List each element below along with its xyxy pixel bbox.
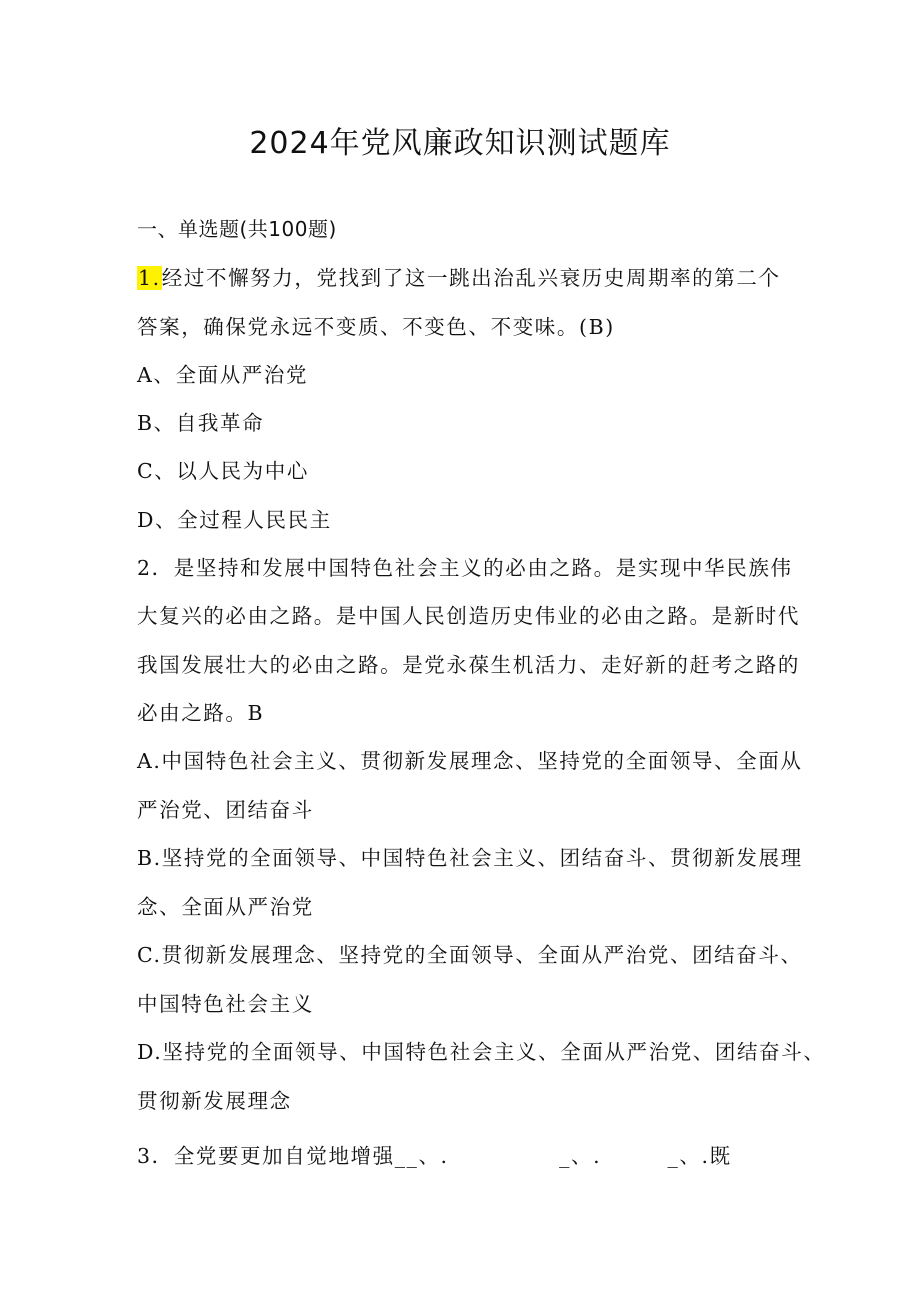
- question-2-line-1: 2．是坚持和发展中国特色社会主义的必由之路。是实现中华民族伟: [137, 556, 793, 580]
- question-2-option-c-line-1: C.贯彻新发展理念、坚持党的全面领导、全面从严治党、团结奋斗、: [137, 943, 803, 967]
- question-number-highlight: 1.: [138, 266, 161, 290]
- question-2-line-4: 必由之路。B: [137, 701, 265, 725]
- question-2-option-c-line-2: 中国特色社会主义: [137, 992, 314, 1016]
- question-2-option-a-line-1: A.中国特色社会主义、贯彻新发展理念、坚持党的全面领导、全面从: [137, 749, 803, 773]
- question-2-line-3: 我国发展壮大的必由之路。是党永葆生机活力、走好新的赶考之路的: [137, 653, 800, 677]
- question-1-option-b: B、自我革命: [137, 411, 265, 435]
- question-2-option-b-line-2: 念、全面从严治党: [137, 895, 314, 919]
- document-title: 2024年党风廉政知识测试题库: [249, 126, 671, 161]
- question-1-line-2: 答案，确保党永远不变质、不变色、不变味。(B): [137, 315, 615, 339]
- question-2-option-d-line-1: D.坚持党的全面领导、中国特色社会主义、全面从严治党、团结奋斗、: [137, 1040, 826, 1064]
- question-2-option-b-line-1: B.坚持党的全面领导、中国特色社会主义、团结奋斗、贯彻新发展理: [137, 846, 803, 870]
- question-1-line-1: 1.经过不懈努力，党找到了这一跳出治乱兴衰历史周期率的第二个: [138, 266, 781, 290]
- question-1-option-a: A、全面从严治党: [137, 363, 309, 387]
- question-2-option-d-line-2: 贯彻新发展理念: [137, 1089, 292, 1113]
- question-3-line-1: 3．全党要更加自觉地增强__、. _、. _、.既: [137, 1144, 732, 1168]
- question-2-line-2: 大复兴的必由之路。是中国人民创造历史伟业的必由之路。是新时代: [137, 604, 800, 628]
- question-1-option-c: C、以人民为中心: [137, 459, 309, 483]
- section-heading: 一、单选题(共100题): [137, 217, 337, 241]
- question-1-option-d: D、全过程人民民主: [137, 508, 332, 532]
- question-2-option-a-line-2: 严治党、团结奋斗: [137, 798, 314, 822]
